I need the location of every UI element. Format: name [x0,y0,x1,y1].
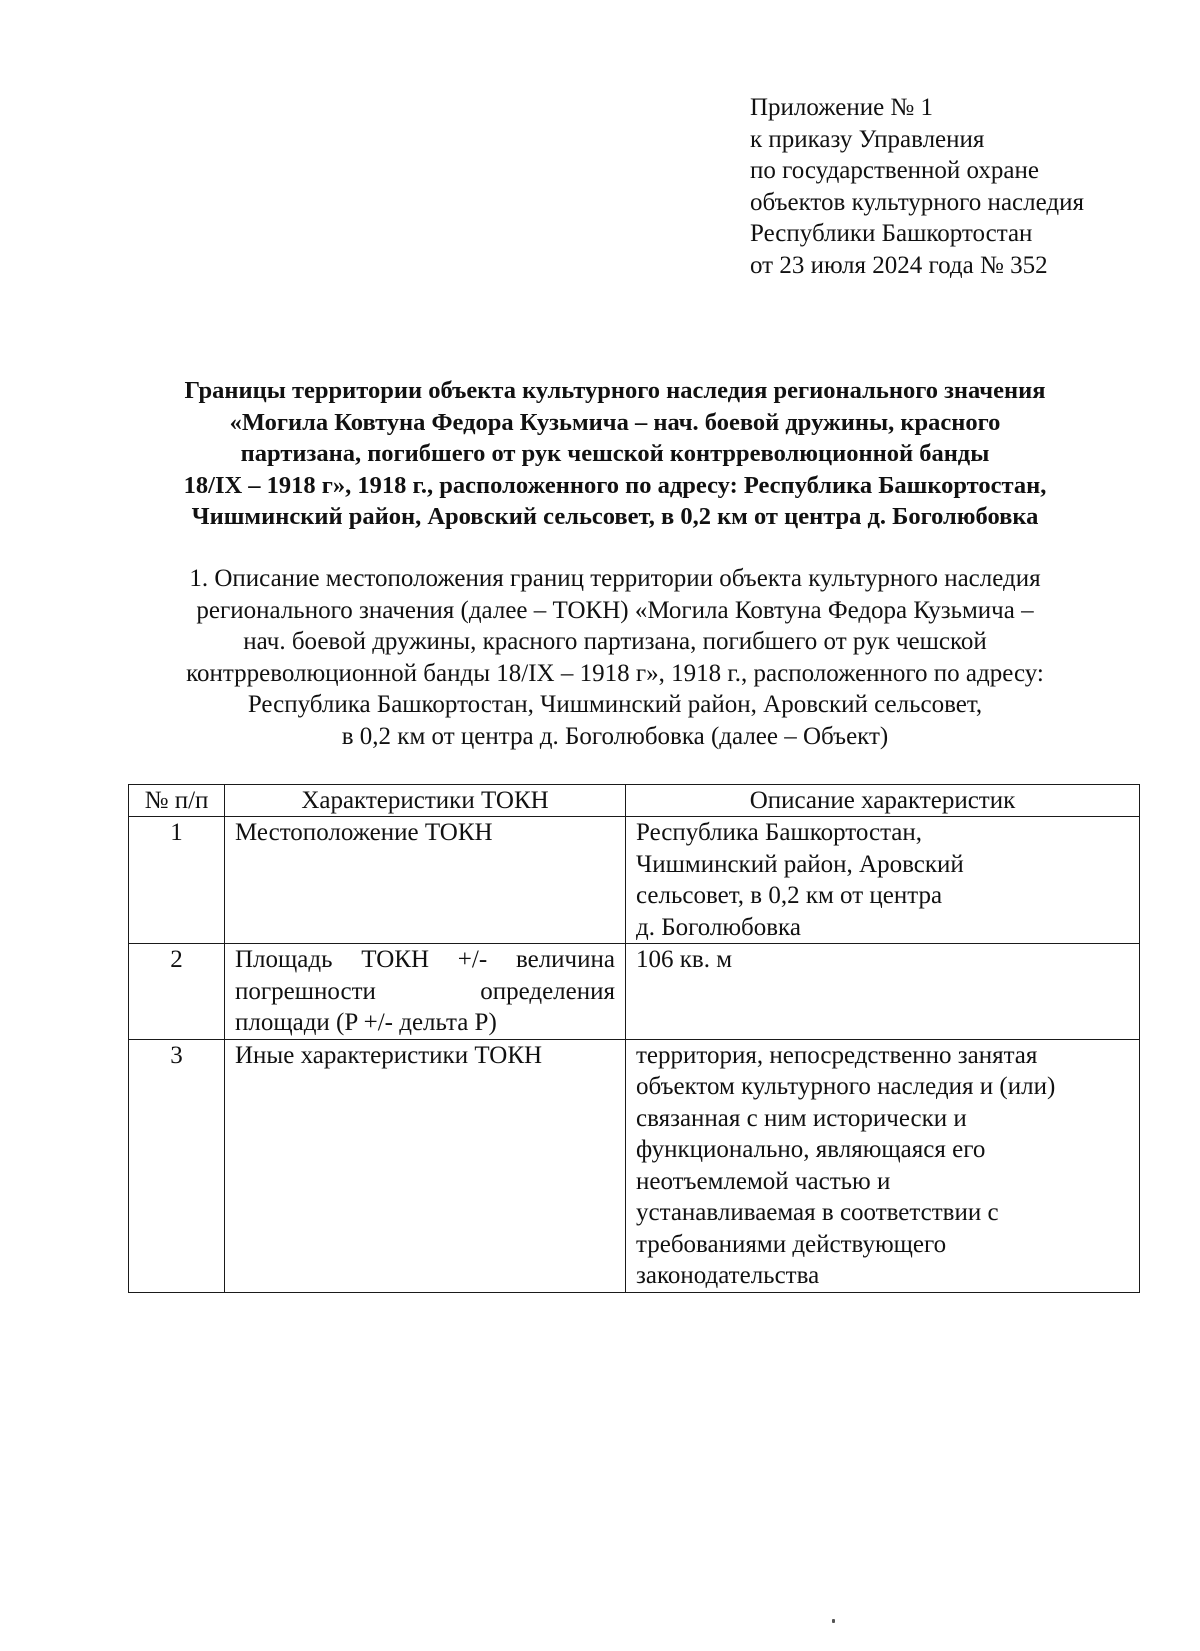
appendix-header [750,92,1170,281]
appendix-line: по государственной охране [750,157,1040,184]
description-line: сельсовет, в 0,2 км от центра [636,882,943,909]
row-number: 3 [129,1039,225,1292]
row-number: 2 [129,944,225,1040]
appendix-line: к приказу Управления [750,125,985,153]
title-line: Чишминский район, Аровский сельсовет, в 0,2 км от центра д. Боголюбовка [191,503,1039,530]
row-characteristic [225,944,626,1040]
description-line: неотъемлемой частью и [636,1167,891,1195]
characteristic-line: погрешности определения [235,977,615,1005]
description-line: устанавливаемая в соответствии с [636,1199,999,1226]
appendix-line: объектов культурного наследия [750,188,1084,216]
title-line: «Могила Ковтуна Федора Кузьмича – нач. боевой дружины, красного [229,408,1001,436]
appendix-line: Приложение № 1 [750,94,934,121]
characteristic-line: Площадь ТОКН +/- величина [235,946,615,973]
row-characteristic [225,1039,626,1292]
section-line: Республика Башкортостан, Чишминский район, Аровский сельсовет, [247,691,983,718]
title-line: партизана, погибшего от рук чешской контрреволюционной банды [240,440,990,467]
description-line: функционально, являющаяся его [636,1136,986,1163]
scan-speck [832,1619,835,1623]
section-line: нач. боевой дружины, красного партизана, погибшего от рук чешской [243,628,987,655]
characteristic-line: площади (P +/- дельта P) [235,1009,497,1036]
description-line: объектом культурного наследия и (или) [636,1073,1056,1100]
table-row [129,1039,1140,1292]
description-line: д. Боголюбовка [636,913,801,941]
table-row [129,817,1140,944]
title-line: Границы территории объекта культурного наследия регионального значения [184,377,1046,404]
table-header-row [129,785,1140,817]
header-description: Описание характеристик [626,785,1140,817]
section-heading [110,563,1120,752]
row-number: 1 [129,817,225,944]
description-line: Чишминский район, Аровский [636,850,964,878]
appendix-line: Республики Башкортостан [750,220,1033,247]
description-line: законодательства [636,1262,820,1289]
row-description [626,817,1140,944]
description-line: 106 кв. м [636,946,733,973]
section-line: 1. Описание местоположения границ территории объекта культурного наследия [189,565,1041,592]
row-characteristic [225,817,626,944]
row-description [626,1039,1140,1292]
header-number: № п/п [129,785,225,817]
characteristic-line: Иные характеристики ТОКН [235,1041,543,1069]
table-row [129,944,1140,1040]
title-line: 18/IX – 1918 г», 1918 г., расположенного по адресу: Республика Башкортостан, [183,471,1047,499]
description-line: связанная с ним исторически и [636,1104,967,1132]
description-line: территория, непосредственно занятая [636,1041,1038,1069]
characteristic-line: Местоположение ТОКН [235,819,493,846]
document-title [100,375,1130,533]
section-line: регионального значения (далее – ТОКН) «Могила Ковтуна Федора Кузьмича – [196,596,1034,624]
header-characteristic: Характеристики ТОКН [225,785,626,817]
description-line: Республика Башкортостан, [636,819,923,846]
description-line: требованиями действующего [636,1230,947,1258]
tokn-table [128,784,1140,1293]
section-line: в 0,2 км от центра д. Боголюбовка (далее – Объект) [341,722,889,750]
section-line: контрреволюционной банды 18/IX – 1918 г», 1918 г., расположенного по адресу: [186,659,1044,687]
row-description [626,944,1140,1040]
appendix-line: от 23 июля 2024 года № 352 [750,251,1048,279]
